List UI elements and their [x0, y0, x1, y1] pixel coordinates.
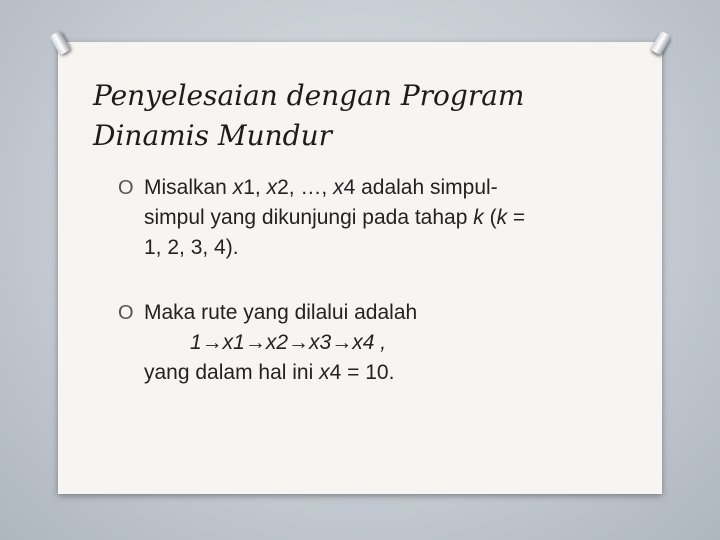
bullet-2-line-3: yang dalam hal ini x4 = 10.: [144, 361, 395, 384]
bullet-marker: O: [118, 177, 134, 199]
route-text: 1→x1→x2→x3→x4 ,: [190, 331, 387, 354]
bullet-1-line-1: Misalkan x1, x2, …, x4 adalah simpul-: [144, 176, 498, 199]
pushpin-right-icon: [650, 30, 671, 55]
bullet-1-line-3: 1, 2, 3, 4).: [144, 236, 239, 259]
title-line-2: Dinamis Mundur: [93, 119, 332, 152]
bullet-1-line-2: simpul yang dikunjungi pada tahap k (k =: [144, 206, 526, 229]
bullet-2-line-1: Maka rute yang dilalui adalah: [144, 301, 418, 324]
title-line-1: Penyelesaian dengan Program: [93, 79, 525, 112]
route-expression: [144, 328, 417, 358]
slide-title: [93, 76, 653, 156]
bullet-marker: O: [118, 302, 134, 324]
